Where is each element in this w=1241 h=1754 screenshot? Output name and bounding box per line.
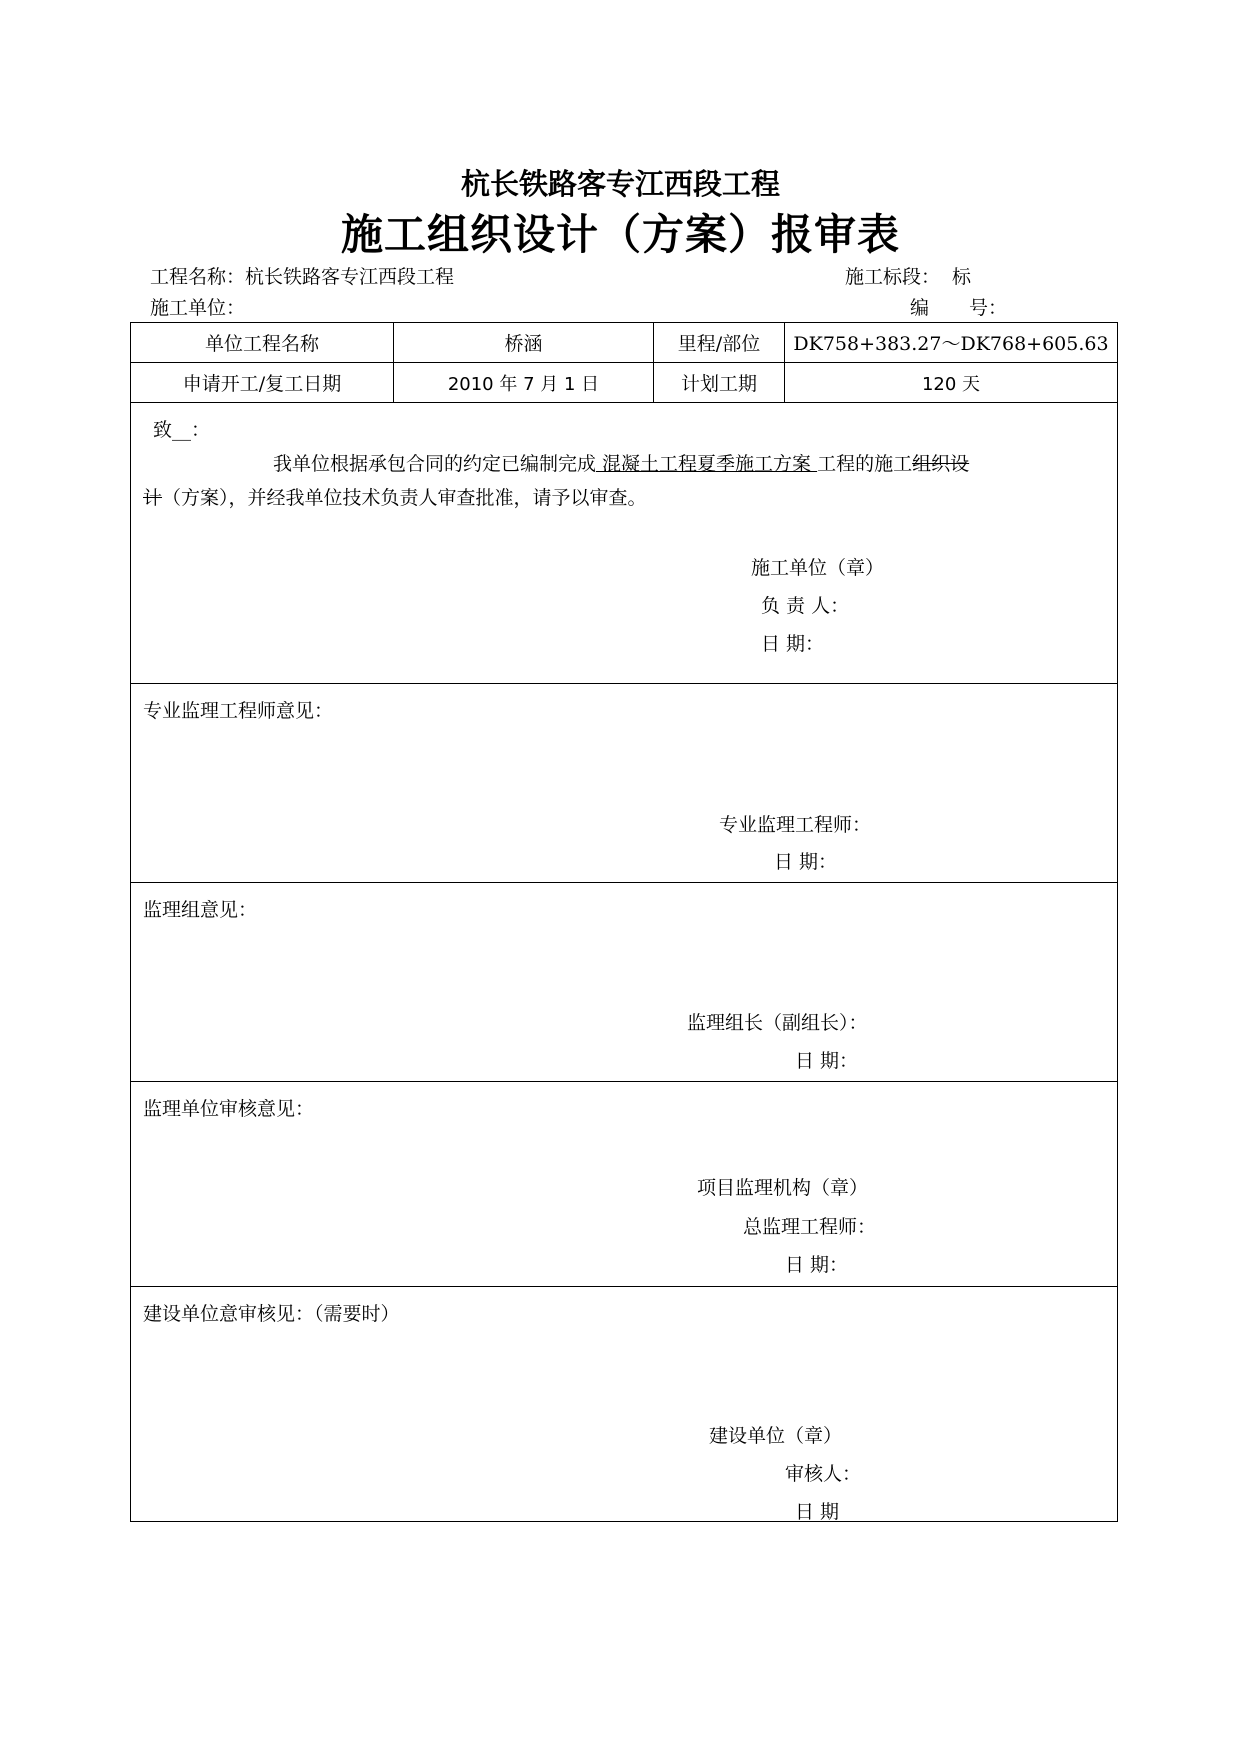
mileage-value: DK758+383.27～DK768+605.63 [785,323,1118,363]
section-label: 施工标段： [845,266,941,288]
supervision-opinion-label: 监理单位审核意见： [143,1098,315,1120]
engineer-date-label: 日 期： [774,851,838,873]
addressee-colon: ： [191,419,211,441]
group-content [131,883,1117,1081]
duration-value: 120 天 [785,363,1118,403]
submission-body-line1 [273,449,969,476]
table-row [131,323,1118,363]
number-row [910,293,1007,320]
submission-date-label: 日 期： [761,633,825,655]
document-subtitle: 施工组织设计（方案）报审表 [340,210,900,259]
submission-body-line2 [143,483,647,510]
owner-opinion-label: 建设单位意审核见：（需要时） [143,1303,400,1325]
project-name-value: 杭长铁路客专江西段工程 [245,266,455,288]
body-suffix: （方案），并经我单位技术负责人审查批准，请予以审查。 [162,487,647,509]
section-value: 标 [952,266,972,288]
strike-text-1: 组织设 [912,453,970,475]
supervision-org-label: 项目监理机构（章） [697,1177,869,1199]
addressee-label: 致 [153,419,173,441]
body-mid: 工程的施工 [817,453,913,475]
chief-engineer-label: 总监理工程师： [743,1216,877,1238]
document-title: 杭长铁路客专江西段工程 [460,167,780,201]
reviewer-label: 审核人： [785,1463,862,1485]
project-name-label: 工程名称： [150,266,246,288]
body-prefix: 我单位根据承包合同的约定已编制完成 [273,453,597,475]
duration-label: 计划工期 [654,363,785,403]
unit-name-value: 桥涵 [394,323,654,363]
owner-section [131,1287,1118,1522]
number-label-2: 号： [969,297,1008,319]
supervision-content [131,1082,1117,1286]
engineer-signature-label: 专业监理工程师： [719,814,872,836]
addressee-value: __ [172,419,192,441]
owner-content [131,1287,1117,1521]
group-section [131,883,1118,1082]
unit-name-label: 单位工程名称 [131,323,394,363]
submission-content [131,403,1117,683]
owner-date-label: 日 期 [795,1501,840,1523]
group-leader-label: 监理组长（副组长）： [687,1012,868,1034]
start-date-value: 2010 年 7 月 1 日 [394,363,654,403]
contractor-label: 施工单位： [150,297,246,319]
number-label: 编 [910,297,930,319]
start-date-label: 申请开工/复工日期 [131,363,394,403]
owner-seal-label: 建设单位（章） [709,1425,843,1447]
engineer-content [131,684,1117,882]
group-opinion-label: 监理组意见： [143,899,258,921]
supervision-section [131,1082,1118,1287]
responsible-person-label: 负 责 人： [761,595,850,617]
engineer-opinion-label: 专业监理工程师意见： [143,700,334,722]
section-row [845,262,971,289]
engineer-section [131,684,1118,883]
mileage-label: 里程/部位 [654,323,785,363]
submission-section [131,403,1118,684]
group-date-label: 日 期： [795,1050,859,1072]
strike-text-2: 计 [143,487,163,509]
addressee [153,415,210,442]
approval-form [130,322,1118,1522]
table-row [131,363,1118,403]
supervision-date-label: 日 期： [785,1254,849,1276]
project-name-row [150,262,454,289]
contractor-seal-label: 施工单位（章） [751,557,885,579]
plan-name: 混凝土工程夏季施工方案 [596,453,818,475]
